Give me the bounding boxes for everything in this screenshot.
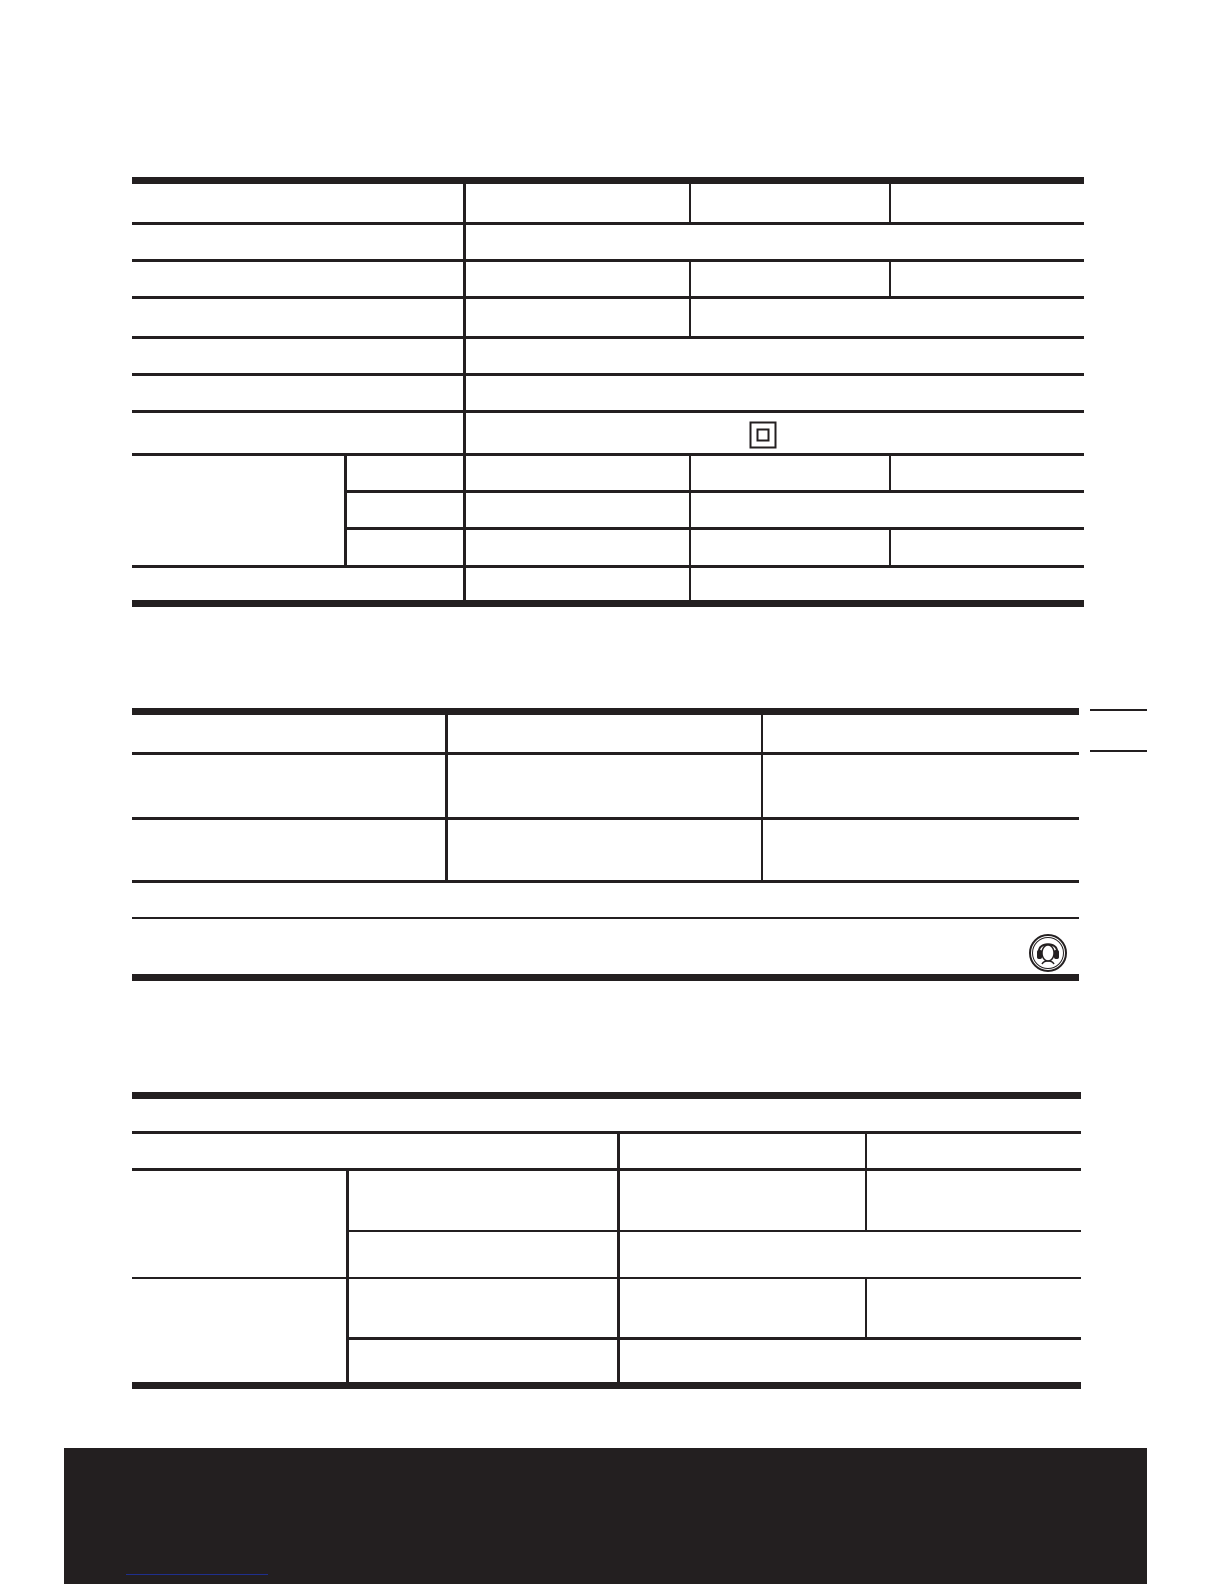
double-square-class-ii-icon — [749, 421, 777, 449]
table3-bottom-rule — [132, 1382, 1081, 1389]
table1-col-line — [889, 184, 891, 222]
footer-band — [64, 1448, 1147, 1584]
table1-row-line — [132, 336, 1084, 339]
side-mark — [1090, 709, 1147, 711]
table3-top-rule — [132, 1092, 1081, 1099]
ear-protection-icon — [1028, 933, 1068, 973]
table1-row-line — [345, 527, 1084, 530]
table3-row-line — [347, 1337, 1081, 1340]
table3-row-line — [132, 1168, 1081, 1171]
table1-row-line — [132, 565, 1084, 568]
table1-col-line — [889, 262, 891, 296]
table1-row-line — [132, 259, 1084, 262]
table2-col-line — [445, 715, 448, 880]
table1-row-line — [132, 453, 1084, 456]
table2-bottom-rule — [132, 974, 1079, 981]
table1-row-line — [132, 373, 1084, 376]
table3-row-line — [347, 1230, 1081, 1232]
side-mark — [1090, 750, 1147, 752]
table2-col-line — [761, 715, 763, 880]
table1-col-line — [889, 456, 891, 490]
table1-row-line — [132, 410, 1084, 413]
table2-row-line — [132, 752, 1079, 755]
table1-col-line — [689, 456, 691, 600]
table1-row-line — [132, 222, 1084, 225]
table2-row-line — [132, 817, 1079, 820]
footer-link-underline[interactable] — [126, 1574, 268, 1575]
table3-row-line — [132, 1131, 1081, 1134]
table2-top-rule — [132, 708, 1079, 715]
table1-col-line — [463, 184, 466, 600]
table2-row-line — [132, 880, 1079, 883]
table3-col-line — [617, 1134, 620, 1382]
table3-col-line — [865, 1279, 867, 1337]
table1-row-line — [132, 296, 1084, 299]
table1-col-line — [889, 530, 891, 565]
table3-col-line — [346, 1171, 349, 1382]
table2-row-line — [132, 917, 1079, 919]
table3-row-line — [132, 1277, 1081, 1279]
table1-bottom-rule — [132, 600, 1084, 607]
table1-col-line — [689, 262, 691, 336]
table1-col-line — [689, 184, 691, 222]
table1-col-line — [344, 456, 347, 565]
table1-row-line — [345, 490, 1084, 493]
table3-col-line — [865, 1134, 867, 1230]
table1-top-rule — [132, 177, 1084, 184]
